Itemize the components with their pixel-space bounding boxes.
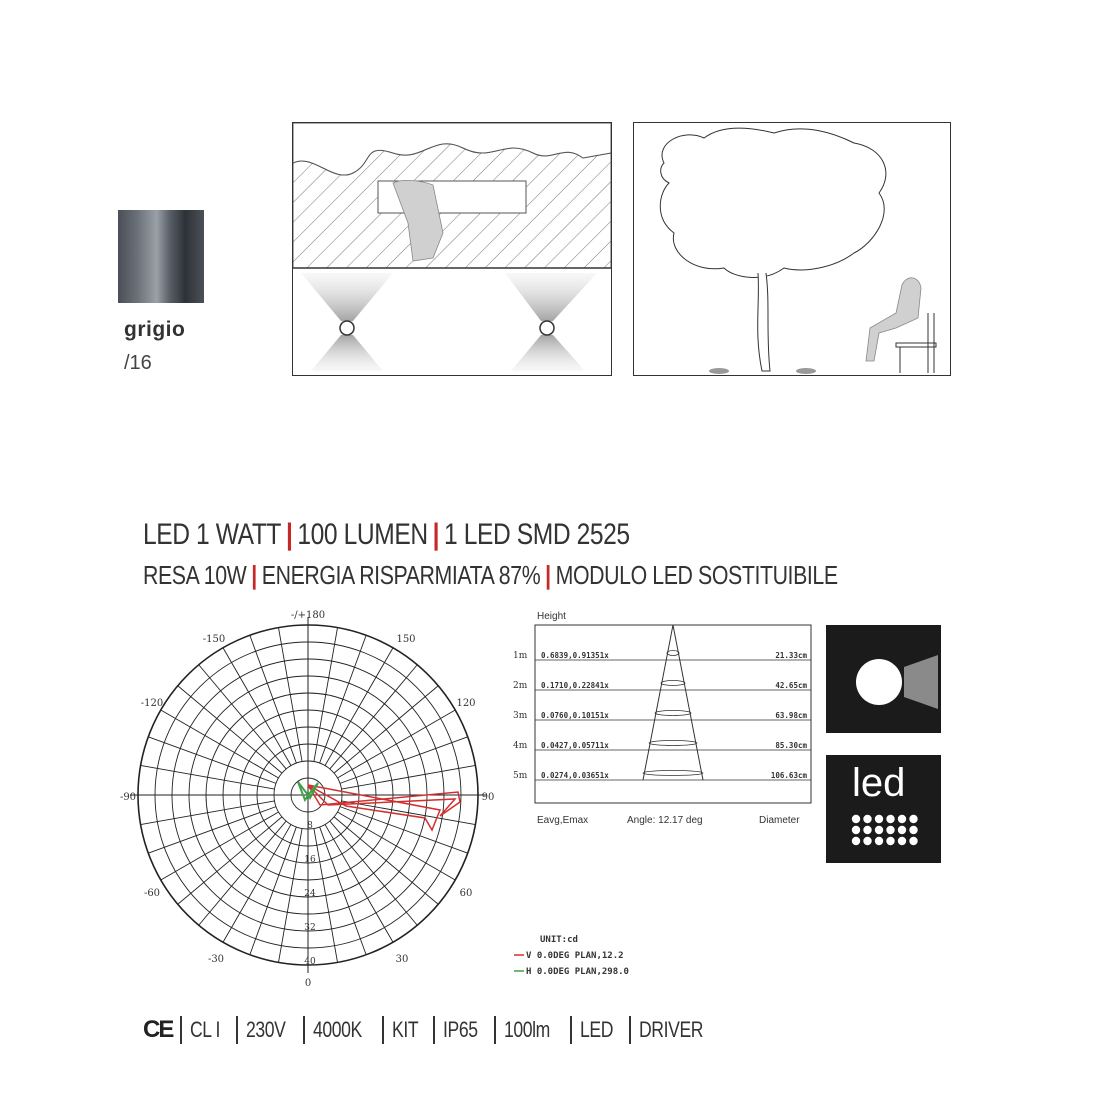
cone-row-diameter: 42.65cm — [775, 681, 807, 690]
led-dot — [909, 826, 917, 834]
ce-mark-icon: CE — [143, 1016, 173, 1043]
polar-label-l60: -60 — [143, 888, 161, 899]
polar-legend — [510, 930, 710, 980]
polar-label-tl150: -150 — [202, 634, 226, 645]
polar-label-l120: -120 — [140, 698, 164, 709]
polar-spoke — [278, 828, 302, 962]
polar-spoke — [337, 812, 455, 880]
cone-row-dist: 2m — [513, 681, 528, 691]
cone-row-dist: 4m — [513, 741, 528, 751]
swatch-code: /16 — [124, 352, 152, 374]
garden-scene-drawing — [634, 123, 950, 375]
wall-scene-drawing — [293, 123, 611, 375]
polar-spoke — [330, 821, 417, 925]
polar-spoke — [330, 665, 417, 769]
spec-line-1 — [143, 518, 630, 552]
polar-spoke — [314, 828, 338, 962]
led-dot — [909, 815, 917, 823]
cert-ip: IP65 — [425, 1016, 486, 1044]
polar-diagram — [110, 600, 530, 1000]
polar-spoke — [199, 821, 286, 925]
v-plane-curve-2 — [308, 785, 440, 830]
polar-spoke — [178, 817, 282, 904]
polar-label-r60: 60 — [459, 888, 473, 899]
cert-color-temp: 4000K — [295, 1016, 374, 1044]
cert-led: LED — [562, 1016, 621, 1044]
polar-spoke — [341, 765, 475, 789]
polar-spoke — [325, 824, 393, 942]
cone-footer-right: Diameter — [759, 815, 800, 826]
radial-label-32: 32 — [304, 923, 316, 933]
cert-driver: DRIVER — [621, 1016, 719, 1044]
polar-label-bottom: 0 — [304, 978, 312, 989]
cert-kit: KIT — [374, 1016, 425, 1044]
polar-spoke — [337, 710, 455, 778]
scene-garden — [633, 122, 951, 376]
cone-row-dist: 3m — [513, 711, 528, 721]
led-dot — [898, 826, 906, 834]
radial-label-24: 24 — [304, 889, 316, 899]
polar-label-r90: 90 — [481, 792, 495, 803]
swatch-name: grigio — [124, 318, 186, 341]
cone-row-dist: 1m — [513, 651, 528, 661]
led-dot — [863, 837, 871, 845]
polar-spoke — [250, 635, 297, 763]
spec-led-smd: 1 LED SMD 2525 — [444, 518, 630, 551]
cone-row-eavg: 0.6839,0.91351x — [541, 651, 609, 660]
led-dots-icon — [826, 755, 941, 863]
cone-row-diameter: 106.63cm — [770, 771, 807, 780]
polar-spoke — [250, 827, 297, 955]
polar-label-l30: -30 — [207, 954, 225, 965]
polar-spoke — [314, 628, 338, 762]
polar-spoke — [161, 812, 279, 880]
led-dot — [852, 815, 860, 823]
cone-height-label: Height — [537, 611, 566, 622]
led-dot — [875, 815, 883, 823]
radial-label-40: 40 — [304, 957, 316, 967]
led-dot — [898, 837, 906, 845]
polar-spoke — [141, 765, 275, 789]
certification-bar — [143, 1012, 719, 1048]
cone-row-diameter: 63.98cm — [775, 711, 807, 720]
polar-spoke — [320, 635, 367, 763]
spec-line-2 — [143, 560, 838, 591]
cert-ce — [143, 1016, 172, 1044]
led-dot — [886, 815, 894, 823]
led-dot — [863, 815, 871, 823]
polar-spoke — [340, 737, 468, 784]
polar-label-r120: 120 — [456, 698, 476, 709]
polar-label-top: -/+180 — [290, 610, 326, 621]
spec-lumen: 100 LUMEN — [297, 518, 428, 551]
legend-unit: UNIT:cd — [540, 935, 578, 945]
polar-spoke — [223, 648, 291, 766]
cone-row-eavg: 0.0427,0.05711x — [541, 741, 609, 750]
polar-spoke — [334, 686, 438, 773]
cone-row-dist: 5m — [513, 771, 528, 781]
led-dot — [898, 815, 906, 823]
spec-energia: ENERGIA RISPARMIATA 87% — [261, 560, 541, 590]
polar-spoke — [334, 817, 438, 904]
polar-spoke — [320, 827, 367, 955]
polar-spoke — [325, 648, 393, 766]
led-dot — [875, 826, 883, 834]
polar-label-tr150: 150 — [396, 634, 416, 645]
cone-diagram — [505, 605, 815, 830]
spotlight-icon — [826, 625, 941, 733]
polar-spoke — [148, 807, 276, 854]
led-icon-label: led — [852, 761, 906, 805]
polar-spoke — [278, 628, 302, 762]
cone-footer-left: Eavg,Emax — [537, 815, 589, 826]
led-dot — [852, 837, 860, 845]
scene-wall-lights — [292, 122, 612, 376]
color-swatch — [118, 210, 204, 303]
led-dot — [886, 837, 894, 845]
polar-label-r30: 30 — [395, 954, 409, 965]
cert-class: CL I — [172, 1016, 228, 1044]
cert-lumen: 100lm — [486, 1016, 561, 1044]
polar-spoke — [199, 665, 286, 769]
cone-row-diameter: 85.30cm — [775, 741, 807, 750]
led-dot — [852, 826, 860, 834]
separator: | — [545, 560, 551, 590]
legend-h: H 0.0DEG PLAN,298.0 — [526, 967, 629, 977]
spec-modulo: MODULO LED SOSTITUIBILE — [555, 560, 838, 590]
polar-label-l90: -90 — [119, 792, 137, 803]
led-dot — [909, 837, 917, 845]
separator: | — [432, 518, 440, 551]
polar-spoke — [148, 737, 276, 784]
polar-spoke — [178, 686, 282, 773]
led-dot — [875, 837, 883, 845]
polar-spoke — [340, 807, 468, 854]
spotlight-icon-box — [826, 625, 941, 733]
cone-row-eavg: 0.1710,0.22841x — [541, 681, 609, 690]
cone-footer-mid: Angle: 12.17 deg — [627, 815, 703, 826]
led-dot — [886, 826, 894, 834]
polar-spoke — [223, 824, 291, 942]
spec-led-watt: LED 1 WATT — [143, 518, 282, 551]
cone-row-eavg: 0.0760,0.10151x — [541, 711, 609, 720]
radial-label-8: 8 — [307, 821, 313, 831]
legend-v: V 0.0DEG PLAN,12.2 — [526, 951, 624, 961]
radial-label-16: 16 — [304, 855, 316, 865]
cert-voltage: 230V — [228, 1016, 295, 1044]
separator: | — [285, 518, 293, 551]
polar-spoke — [161, 710, 279, 778]
cone-row-diameter: 21.33cm — [775, 651, 807, 660]
cone-row-eavg: 0.0274,0.03651x — [541, 771, 609, 780]
separator: | — [251, 560, 257, 590]
led-icon-box — [826, 755, 941, 863]
spec-resa: RESA 10W — [143, 560, 247, 590]
polar-spoke — [141, 801, 275, 825]
led-dot — [863, 826, 871, 834]
